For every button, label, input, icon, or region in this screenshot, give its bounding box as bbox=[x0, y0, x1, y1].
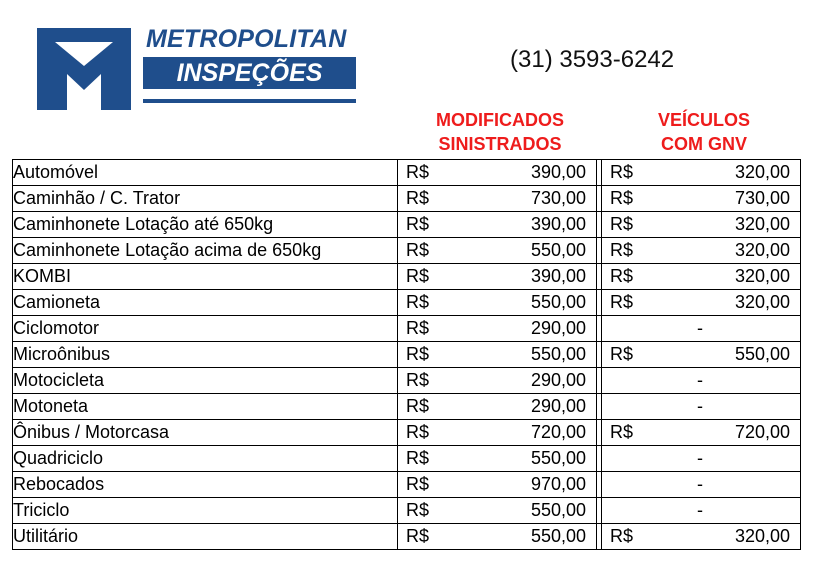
vehicle-name: Utilitário bbox=[13, 524, 398, 550]
not-available: - bbox=[697, 318, 703, 338]
vehicle-name: Ônibus / Motorcasa bbox=[13, 420, 398, 446]
value: 720,00 bbox=[734, 422, 790, 442]
price-modificados bbox=[398, 394, 597, 420]
price-gnv bbox=[602, 342, 801, 368]
price-modificados bbox=[398, 238, 597, 264]
value: 320,00 bbox=[734, 240, 790, 260]
table-row bbox=[13, 316, 801, 342]
price-gnv bbox=[602, 316, 801, 342]
table-row bbox=[13, 342, 801, 368]
vehicle-name: Automóvel bbox=[13, 160, 398, 186]
table-row bbox=[13, 446, 801, 472]
currency: R$ bbox=[406, 370, 430, 390]
brand-sub: INSPEÇÕES bbox=[143, 57, 356, 89]
currency: R$ bbox=[406, 292, 430, 312]
value: 290,00 bbox=[530, 396, 586, 416]
currency: R$ bbox=[610, 162, 634, 182]
vehicle-name: Camioneta bbox=[13, 290, 398, 316]
price-modificados bbox=[398, 342, 597, 368]
price-gnv bbox=[602, 186, 801, 212]
value: 290,00 bbox=[530, 318, 586, 338]
column-header-gnv: VEÍCULOS COM GNV bbox=[657, 110, 750, 154]
price-modificados bbox=[398, 264, 597, 290]
price-gnv bbox=[602, 212, 801, 238]
value: 550,00 bbox=[530, 526, 586, 546]
currency: R$ bbox=[406, 162, 430, 182]
currency: R$ bbox=[406, 240, 430, 260]
vehicle-name: Quadriciclo bbox=[13, 446, 398, 472]
price-gnv bbox=[602, 264, 801, 290]
value: 390,00 bbox=[530, 214, 586, 234]
price-gnv bbox=[602, 290, 801, 316]
value: 320,00 bbox=[734, 162, 790, 182]
price-gnv bbox=[602, 420, 801, 446]
price-gnv bbox=[602, 238, 801, 264]
currency: R$ bbox=[610, 526, 634, 546]
table-row bbox=[13, 238, 801, 264]
currency: R$ bbox=[610, 422, 634, 442]
price-table bbox=[12, 159, 801, 550]
value: 390,00 bbox=[530, 266, 586, 286]
price-modificados bbox=[398, 212, 597, 238]
column-header-modificados: MODIFICADOS SINISTRADOS bbox=[436, 110, 564, 154]
currency: R$ bbox=[610, 240, 634, 260]
vehicle-name: KOMBI bbox=[13, 264, 398, 290]
table-row bbox=[13, 186, 801, 212]
not-available: - bbox=[697, 474, 703, 494]
price-gnv bbox=[602, 160, 801, 186]
table-row bbox=[13, 160, 801, 186]
price-gnv bbox=[602, 524, 801, 550]
currency: R$ bbox=[406, 188, 430, 208]
not-available: - bbox=[697, 370, 703, 390]
vehicle-name: Microônibus bbox=[13, 342, 398, 368]
brand-divider bbox=[143, 99, 356, 103]
table-row bbox=[13, 394, 801, 420]
value: 550,00 bbox=[530, 344, 586, 364]
vehicle-name: Caminhonete Lotação até 650kg bbox=[13, 212, 398, 238]
currency: R$ bbox=[406, 526, 430, 546]
currency: R$ bbox=[406, 500, 430, 520]
not-available: - bbox=[697, 448, 703, 468]
price-modificados bbox=[398, 316, 597, 342]
price-modificados bbox=[398, 446, 597, 472]
price-modificados bbox=[398, 524, 597, 550]
table-row bbox=[13, 290, 801, 316]
currency: R$ bbox=[610, 266, 634, 286]
currency: R$ bbox=[406, 318, 430, 338]
value: 730,00 bbox=[734, 188, 790, 208]
value: 290,00 bbox=[530, 370, 586, 390]
price-gnv bbox=[602, 472, 801, 498]
vehicle-name: Rebocados bbox=[13, 472, 398, 498]
price-gnv bbox=[602, 498, 801, 524]
currency: R$ bbox=[610, 344, 634, 364]
currency: R$ bbox=[406, 396, 430, 416]
value: 730,00 bbox=[530, 188, 586, 208]
value: 550,00 bbox=[734, 344, 790, 364]
not-available: - bbox=[697, 396, 703, 416]
price-modificados bbox=[398, 498, 597, 524]
currency: R$ bbox=[406, 214, 430, 234]
price-modificados bbox=[398, 290, 597, 316]
currency: R$ bbox=[610, 292, 634, 312]
price-modificados bbox=[398, 186, 597, 212]
value: 720,00 bbox=[530, 422, 586, 442]
vehicle-name: Caminhonete Lotação acima de 650kg bbox=[13, 238, 398, 264]
currency: R$ bbox=[610, 214, 634, 234]
price-modificados bbox=[398, 368, 597, 394]
currency: R$ bbox=[406, 422, 430, 442]
vehicle-name: Ciclomotor bbox=[13, 316, 398, 342]
value: 320,00 bbox=[734, 292, 790, 312]
value: 550,00 bbox=[530, 448, 586, 468]
currency: R$ bbox=[406, 448, 430, 468]
price-modificados bbox=[398, 472, 597, 498]
table-row bbox=[13, 498, 801, 524]
price-gnv bbox=[602, 446, 801, 472]
currency: R$ bbox=[610, 188, 634, 208]
vehicle-name: Motoneta bbox=[13, 394, 398, 420]
value: 320,00 bbox=[734, 526, 790, 546]
vehicle-name: Caminhão / C. Trator bbox=[13, 186, 398, 212]
price-modificados bbox=[398, 160, 597, 186]
table-row bbox=[13, 264, 801, 290]
value: 970,00 bbox=[530, 474, 586, 494]
currency: R$ bbox=[406, 474, 430, 494]
table-row bbox=[13, 212, 801, 238]
not-available: - bbox=[697, 500, 703, 520]
value: 550,00 bbox=[530, 240, 586, 260]
price-modificados bbox=[398, 420, 597, 446]
table-row bbox=[13, 420, 801, 446]
currency: R$ bbox=[406, 344, 430, 364]
phone-number: (31) 3593-6242 bbox=[510, 46, 675, 73]
price-gnv bbox=[602, 368, 801, 394]
brand-name: METROPOLITAN bbox=[146, 25, 347, 53]
metropolitan-m-logo-icon bbox=[37, 28, 131, 110]
value: 390,00 bbox=[530, 162, 586, 182]
table-row bbox=[13, 368, 801, 394]
value: 320,00 bbox=[734, 266, 790, 286]
value: 550,00 bbox=[530, 500, 586, 520]
vehicle-name: Triciclo bbox=[13, 498, 398, 524]
table-row bbox=[13, 472, 801, 498]
currency: R$ bbox=[406, 266, 430, 286]
vehicle-name: Motocicleta bbox=[13, 368, 398, 394]
value: 320,00 bbox=[734, 214, 790, 234]
table-row bbox=[13, 524, 801, 550]
price-gnv bbox=[602, 394, 801, 420]
value: 550,00 bbox=[530, 292, 586, 312]
